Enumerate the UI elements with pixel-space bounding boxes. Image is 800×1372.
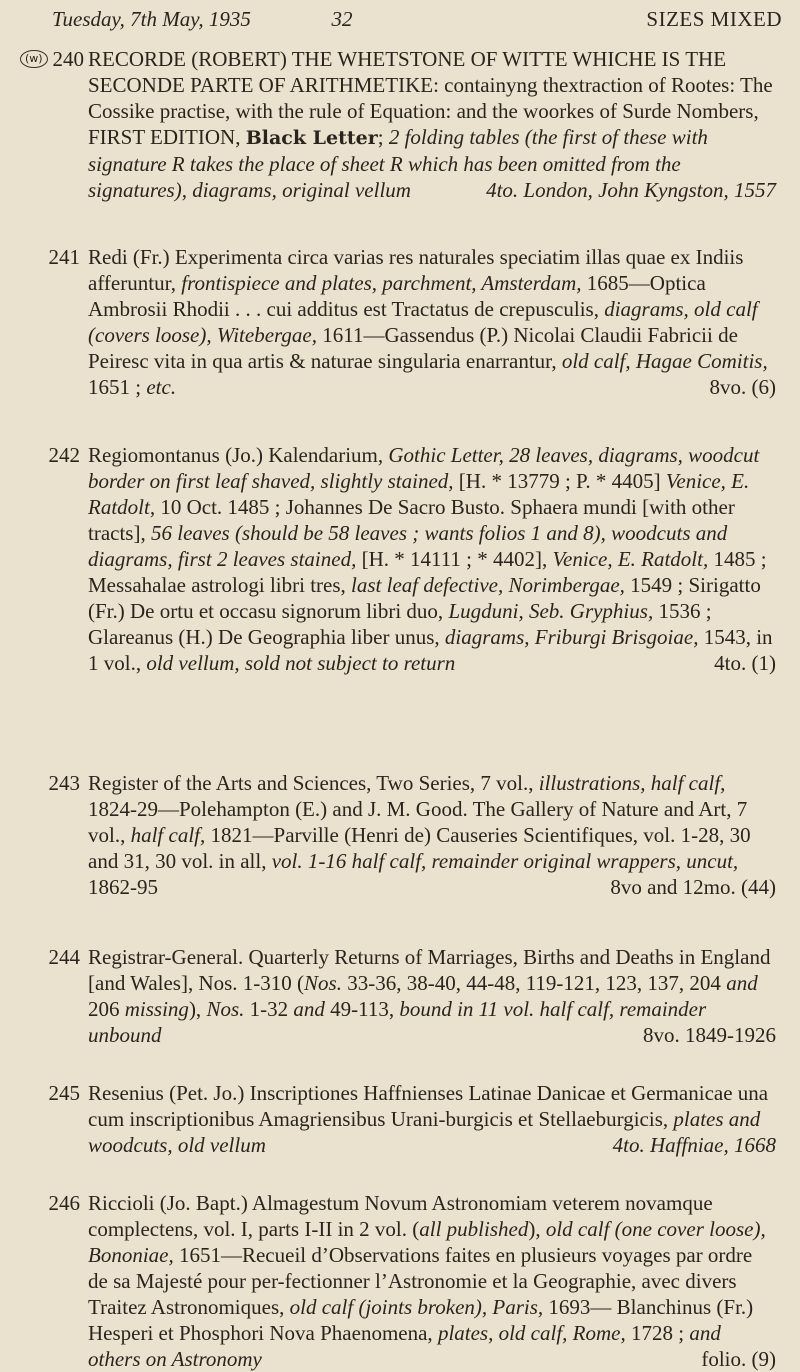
lot-description — [88, 770, 776, 900]
lot-text: ), — [528, 1217, 546, 1241]
lot-text: Riccioli (Jo. Bapt.) Almagestum Novum Astronomiam veterem novamque complectens, vol. I, parts I-II in 2 vol. ( — [88, 1191, 713, 1241]
lot-text-italic: and — [293, 997, 325, 1021]
lot-number: 240 — [52, 47, 84, 71]
lot-text: Registrar-General. Quarterly Returns of Marriages, Births and Deaths in England [and Wales], Nos. 1-310 ( — [88, 945, 771, 995]
lot-format: 8vo. 1849-1926 — [643, 1023, 776, 1047]
lot-text: Regiomontanus (Jo.) Kalendarium, — [88, 443, 389, 467]
lot-text-italic: Nos. — [304, 971, 342, 995]
lot-text-italic: 2 folding tables (the first of these with signature R takes the place of sheet R which has been omitted from the signatures), diagrams, original vellum — [88, 125, 708, 202]
lot-number: 243 — [48, 771, 80, 795]
lot-text-blackletter: Black Letter — [245, 127, 378, 149]
lot-text: 1693— Blanchinus (Fr.) Hesperi et Phosphori Nova Phaenomena, — [88, 1295, 754, 1345]
lot-text-italic: missing — [124, 997, 189, 1021]
lot-text: 33-36, 38-40, 44-48, 119-121, 123, 137, 204 — [341, 971, 727, 995]
lot-description — [88, 1190, 776, 1372]
lot-text: [H. * 14111 ; * 4402], — [356, 547, 553, 571]
lot-text-italic: Gothic Letter, 28 leaves, diagrams, woodcut border on first leaf shaved, slightly stained, — [88, 443, 760, 493]
lot-text-italic: and — [726, 971, 758, 995]
lot-text-italic: Venice, E. Ratdolt, — [552, 547, 709, 571]
lot-text: 49-113, — [324, 997, 400, 1021]
lot-text: RECORDE (ROBERT) THE WHETSTONE OF WITTE WHICHE IS THE SECONDE PARTE OF ARITHMETIKE: containyng thextraction of Rootes: The Cossike practise, with the rule of Equation: and the woorkes of Surde Nombers, FIRST EDITION, — [88, 47, 773, 149]
lot-text-italic: old vellum, sold not subject to return — [146, 651, 456, 675]
lot-text: Redi (Fr.) Experimenta circa varias res naturales speciatim illas quae ex Indiis afferuntur, — [88, 245, 744, 295]
page-number: 32 — [331, 7, 353, 31]
lot-text: 1862-95 — [88, 875, 158, 899]
lot-text: 1611—Gassendus (P.) Nicolai Claudii Fabricii de Peiresc vita in qua artis & naturae singularia enarrantur, — [88, 323, 738, 373]
lot-text: 1685—Optica Ambrosii Rhodii . . . cui additus est Tractatus de crepusculis, — [88, 271, 706, 321]
lot-description — [88, 244, 776, 400]
lot-text: 1-32 — [244, 997, 294, 1021]
lot-text-italic: Lugduni, Seb. Gryphius, — [448, 599, 654, 623]
lot-number: 241 — [48, 245, 80, 269]
lot-description — [88, 944, 776, 1048]
lot-text: 1824-29—Polehampton (E.) and J. M. Good. The Gallery of Nature and Art, 7 vol., — [88, 797, 748, 847]
lot-text: 1543, in 1 vol., — [88, 625, 773, 675]
lot-format: 8vo. (6) — [709, 375, 776, 399]
lot-text: [H. * 13779 ; P. * 4405] — [453, 469, 666, 493]
lot-description — [88, 1080, 776, 1158]
lot-text-italic: old calf, Hagae Comitis, — [561, 349, 768, 373]
lot-text: 1651 ; — [88, 375, 147, 399]
lot-format: folio. (9) — [701, 1347, 776, 1371]
lot-text: 1821—Parville (Henri de) Causeries Scientifiques, vol. 1-28, 30 and 31, 30 vol. in all, — [88, 823, 751, 873]
lot-text-italic: and others on Astronomy — [88, 1321, 721, 1371]
lot-text-italic: Nos. — [206, 997, 245, 1021]
lot-text-italic: plates and woodcuts, old vellum — [88, 1107, 761, 1157]
section-title: SIZES MIXED — [646, 7, 782, 31]
lot-text-italic: last leaf defective, Norimbergae, — [351, 573, 625, 597]
lot-text-italic: half calf, — [130, 823, 206, 847]
lot-text: 10 Oct. 1485 ; Johannes De Sacro Busto. Sphaera mundi [with other tracts], — [88, 495, 735, 545]
lot-text: Resenius (Pet. Jo.) Inscriptiones Haffnienses Latinae Danicae et Germanicae una cum inscriptionibus Amagriensibus Urani-burgicis et Stellaeburgicis, — [88, 1081, 769, 1131]
lot-text: 1651—Recueil d’Observations faites en plusieurs voyages par ordre de sa Majesté pour per-fectionner l’Astronomie et la Geographie, avec divers Traitez Astronomiques, — [88, 1243, 753, 1319]
sale-date: Tuesday, 7th May, 1935 — [52, 7, 251, 31]
lot-text: 1485 ; Messahalae astrologi libri tres, — [88, 547, 767, 597]
lot-number: 242 — [48, 443, 80, 467]
page-header — [52, 6, 782, 32]
lot-text: 206 — [88, 997, 125, 1021]
lot-text: 1536 ; Glareanus (H.) De Geographia liber unus, — [88, 599, 712, 649]
lot-text: 1549 ; Sirigatto (Fr.) De ortu et occasu signorum libri duo, — [88, 573, 761, 623]
lot-text-italic: vol. 1-16 half calf, remainder original wrappers, uncut, — [271, 849, 739, 873]
lot-text-italic: diagrams, old calf (covers loose), Witebergae, — [88, 297, 758, 347]
pencil-mark: (w) — [20, 50, 48, 68]
lot-text-italic: Venice, E. Ratdolt, — [88, 469, 750, 519]
lot-format: 4to. (1) — [714, 651, 776, 675]
lot-text: ), — [188, 997, 207, 1021]
lot-text: ; — [377, 125, 389, 149]
lot-text: Register of the Arts and Sciences, Two Series, 7 vol., — [88, 771, 539, 795]
lot-text-italic: plates, old calf, Rome, — [437, 1321, 626, 1345]
lot-text-italic: etc. — [146, 375, 177, 399]
lot-text-italic: frontispiece and plates, parchment, Amsterdam, — [181, 271, 582, 295]
lot-number: 244 — [48, 945, 80, 969]
lot-format: 4to. London, John Kyngston, 1557 — [486, 178, 776, 202]
lot-text: 1728 ; — [625, 1321, 690, 1345]
lot-description — [88, 46, 776, 203]
lot-number: 246 — [48, 1191, 80, 1215]
lot-text-italic: old calf (joints broken), Paris, — [289, 1295, 544, 1319]
lot-text-italic: bound in 11 vol. half calf, remainder unbound — [88, 997, 707, 1047]
lot-text-italic: diagrams, Friburgi Brisgoiae, — [444, 625, 699, 649]
lot-text-italic: all published — [419, 1217, 529, 1241]
lot-description — [88, 442, 776, 676]
lot-format: 8vo and 12mo. (44) — [610, 875, 776, 899]
lot-text-italic: illustrations, half calf, — [538, 771, 726, 795]
lot-format: 4to. Haffniae, 1668 — [612, 1133, 776, 1157]
lot-number: 245 — [48, 1081, 80, 1105]
lot-text-italic: old calf (one cover loose), Bononiae, — [88, 1217, 766, 1267]
lot-text-italic: 56 leaves (should be 58 leaves ; wants folios 1 and 8), woodcuts and diagrams, first 2 leaves stained, — [88, 521, 728, 571]
